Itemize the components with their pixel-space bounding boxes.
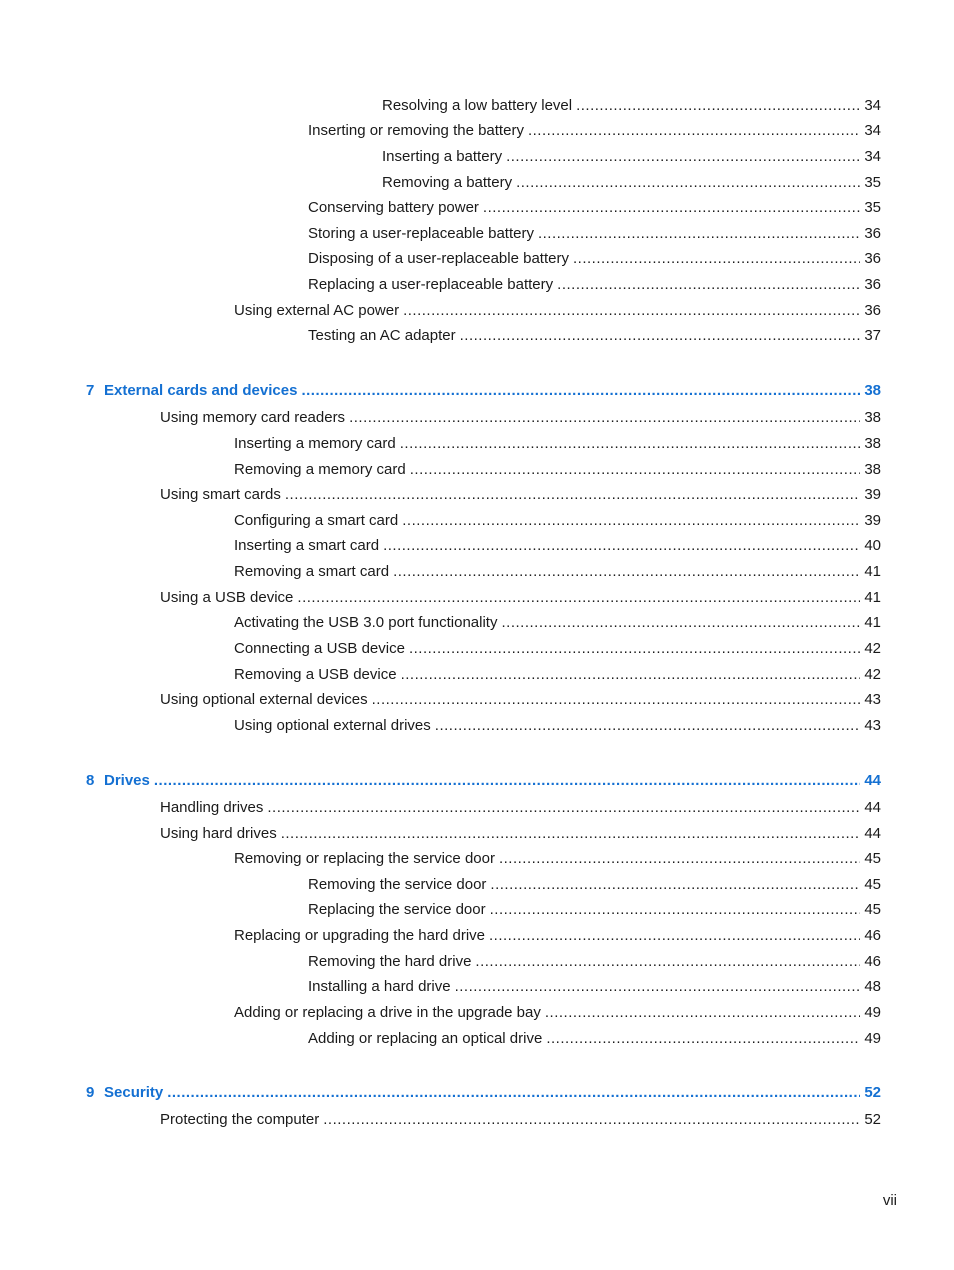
page-number: vii (882, 1192, 897, 1209)
toc-entry[interactable] (308, 326, 881, 346)
dot-leader (499, 849, 860, 869)
toc-entry[interactable] (160, 1110, 881, 1130)
dot-leader (401, 665, 861, 685)
dot-leader (154, 771, 860, 791)
dot-leader (490, 875, 860, 895)
toc-page-number: 36 (864, 225, 881, 242)
toc-entry-label: Using optional external devices (160, 691, 368, 708)
toc-chapter-entry[interactable] (86, 1083, 881, 1103)
toc-page-number: 44 (864, 772, 881, 789)
chapter-number: 7 (86, 382, 95, 399)
chapter-title: Drives (104, 772, 150, 789)
toc-page-number: 38 (864, 435, 881, 452)
dot-leader (516, 173, 860, 193)
toc-entry-label: Removing the service door (308, 876, 487, 893)
toc-page-number: 42 (864, 666, 881, 683)
toc-page-number: 36 (864, 250, 881, 267)
dot-leader (576, 96, 860, 116)
toc-entry[interactable] (382, 147, 881, 167)
toc-entry[interactable] (160, 824, 881, 844)
toc-entry[interactable] (234, 639, 881, 659)
toc-entry[interactable] (308, 952, 881, 972)
toc-entry-label: Conserving battery power (308, 199, 479, 216)
toc-entry-label: Testing an AC adapter (308, 327, 456, 344)
toc-entry-label: Removing a smart card (234, 563, 390, 580)
toc-entry-label: Using a USB device (160, 589, 294, 606)
dot-leader (455, 977, 861, 997)
dot-leader (506, 147, 860, 167)
toc-entry[interactable] (382, 96, 881, 116)
toc-page-number: 45 (864, 850, 881, 867)
toc-entry-label: Using external AC power (234, 302, 400, 319)
toc-entry-label: Inserting a memory card (234, 435, 396, 452)
toc-chapter-entry[interactable] (86, 771, 881, 791)
toc-entry-label: Removing the hard drive (308, 953, 472, 970)
toc-entry-label: Resolving a low battery level (382, 97, 573, 114)
toc-entry-label: Activating the USB 3.0 port functionality (234, 614, 498, 631)
dot-leader (546, 1029, 860, 1049)
dot-leader (349, 408, 860, 428)
toc-entry[interactable] (234, 536, 881, 556)
chapter-title: External cards and devices (104, 382, 298, 399)
toc-entry[interactable] (160, 588, 881, 608)
toc-entry[interactable] (234, 460, 881, 480)
dot-leader (393, 562, 860, 582)
toc-page-number: 49 (864, 1004, 881, 1021)
dot-leader (267, 798, 860, 818)
toc-entry-label: Using hard drives (160, 825, 277, 842)
toc-entry-label: Adding or replacing a drive in the upgrade bay (234, 1004, 541, 1021)
toc-page-number: 41 (864, 614, 881, 631)
toc-entry[interactable] (234, 562, 881, 582)
toc-entry[interactable] (160, 798, 881, 818)
toc-entry-label: Storing a user-replaceable battery (308, 225, 534, 242)
toc-entry[interactable] (160, 690, 881, 710)
toc-entry[interactable] (234, 613, 881, 633)
toc-entry-label: Inserting a smart card (234, 537, 380, 554)
dot-leader (301, 381, 860, 401)
dot-leader (538, 224, 860, 244)
toc-entry-label: Handling drives (160, 799, 264, 816)
dot-leader (297, 588, 860, 608)
toc-entry[interactable] (234, 849, 881, 869)
toc-page-number: 37 (864, 327, 881, 344)
toc-entry[interactable] (308, 224, 881, 244)
dot-leader (281, 824, 861, 844)
toc-page-number: 36 (864, 302, 881, 319)
dot-leader (460, 326, 861, 346)
toc-entry-label: Adding or replacing an optical drive (308, 1030, 543, 1047)
toc-page-number: 35 (864, 199, 881, 216)
toc-entry-label: Installing a hard drive (308, 978, 451, 995)
toc-page-number: 34 (864, 122, 881, 139)
dot-leader (545, 1003, 860, 1023)
toc-entry[interactable] (234, 511, 881, 531)
toc-entry[interactable] (234, 716, 881, 736)
toc-entry-label: Configuring a smart card (234, 512, 399, 529)
toc-entry-label (86, 771, 154, 791)
toc-page-number: 45 (864, 901, 881, 918)
toc-entry[interactable] (234, 926, 881, 946)
dot-leader (489, 926, 860, 946)
toc-entry-label: Using memory card readers (160, 409, 346, 426)
toc-entry-label: Protecting the computer (160, 1111, 320, 1128)
toc-page-number: 41 (864, 563, 881, 580)
toc-entry[interactable] (308, 900, 881, 920)
toc-entry[interactable] (382, 173, 881, 193)
toc-page-number: 43 (864, 691, 881, 708)
toc-entry-label (86, 1083, 167, 1103)
chapter-title: Security (104, 1084, 164, 1101)
chapter-number: 9 (86, 1084, 95, 1101)
toc-page-number: 34 (864, 148, 881, 165)
toc-entry-label: Connecting a USB device (234, 640, 405, 657)
dot-leader (435, 716, 861, 736)
toc-page-number: 44 (864, 825, 881, 842)
toc-entry-label: Removing or replacing the service door (234, 850, 495, 867)
toc-page-number: 35 (864, 174, 881, 191)
dot-leader (285, 485, 860, 505)
toc-entry[interactable] (308, 121, 881, 141)
toc-entry[interactable] (308, 875, 881, 895)
toc-page-number: 52 (864, 1111, 881, 1128)
toc-page-number: 39 (864, 512, 881, 529)
toc-page-number: 46 (864, 953, 881, 970)
toc-entry-label: Removing a battery (382, 174, 513, 191)
dot-leader (167, 1083, 860, 1103)
toc-entry[interactable] (308, 275, 881, 295)
toc-entry[interactable] (308, 249, 881, 269)
toc-entry-label: Replacing a user-replaceable battery (308, 276, 554, 293)
toc-page-number: 52 (864, 1084, 881, 1101)
toc-entry[interactable] (234, 1003, 881, 1023)
dot-leader (490, 900, 861, 920)
toc-entry[interactable] (234, 434, 881, 454)
dot-leader (410, 460, 861, 480)
toc-entry[interactable] (234, 301, 881, 321)
toc-page-number: 49 (864, 1030, 881, 1047)
toc-entry[interactable] (234, 665, 881, 685)
dot-leader (528, 121, 860, 141)
chapter-number: 8 (86, 772, 95, 789)
dot-leader (383, 536, 860, 556)
toc-entry[interactable] (160, 485, 881, 505)
toc-page-number: 48 (864, 978, 881, 995)
toc-page-number: 44 (864, 799, 881, 816)
dot-leader (483, 198, 860, 218)
toc-entry-label: Using optional external drives (234, 717, 431, 734)
toc-page-number: 38 (864, 382, 881, 399)
dot-leader (475, 952, 860, 972)
toc-entry[interactable] (308, 198, 881, 218)
dot-leader (557, 275, 860, 295)
toc-entry[interactable] (308, 1029, 881, 1049)
toc-entry-label: Disposing of a user-replaceable battery (308, 250, 569, 267)
toc-page-number: 41 (864, 589, 881, 606)
dot-leader (372, 690, 861, 710)
toc-entry-label: Inserting or removing the battery (308, 122, 524, 139)
dot-leader (403, 301, 860, 321)
toc-entry-label: Removing a memory card (234, 461, 406, 478)
dot-leader (323, 1110, 860, 1130)
toc-entry-label: Using smart cards (160, 486, 281, 503)
toc-page-number: 40 (864, 537, 881, 554)
toc-page-number: 46 (864, 927, 881, 944)
dot-leader (409, 639, 860, 659)
toc-entry[interactable] (160, 408, 881, 428)
toc-entry[interactable] (308, 977, 881, 997)
toc-entry-label (86, 381, 301, 401)
dot-leader (501, 613, 860, 633)
toc-page-number: 38 (864, 409, 881, 426)
dot-leader (402, 511, 860, 531)
dot-leader (400, 434, 861, 454)
toc-page-number: 39 (864, 486, 881, 503)
dot-leader (573, 249, 860, 269)
toc-page-number: 43 (864, 717, 881, 734)
toc-entry-label: Removing a USB device (234, 666, 397, 683)
toc-page-number: 45 (864, 876, 881, 893)
toc-entry-label: Replacing the service door (308, 901, 486, 918)
toc-entry-label: Inserting a battery (382, 148, 503, 165)
toc-page-number: 42 (864, 640, 881, 657)
toc-page-number: 38 (864, 461, 881, 478)
toc-entry-label: Replacing or upgrading the hard drive (234, 927, 485, 944)
toc-chapter-entry[interactable] (86, 381, 881, 401)
toc-page-number: 36 (864, 276, 881, 293)
toc-page-number: 34 (864, 97, 881, 114)
